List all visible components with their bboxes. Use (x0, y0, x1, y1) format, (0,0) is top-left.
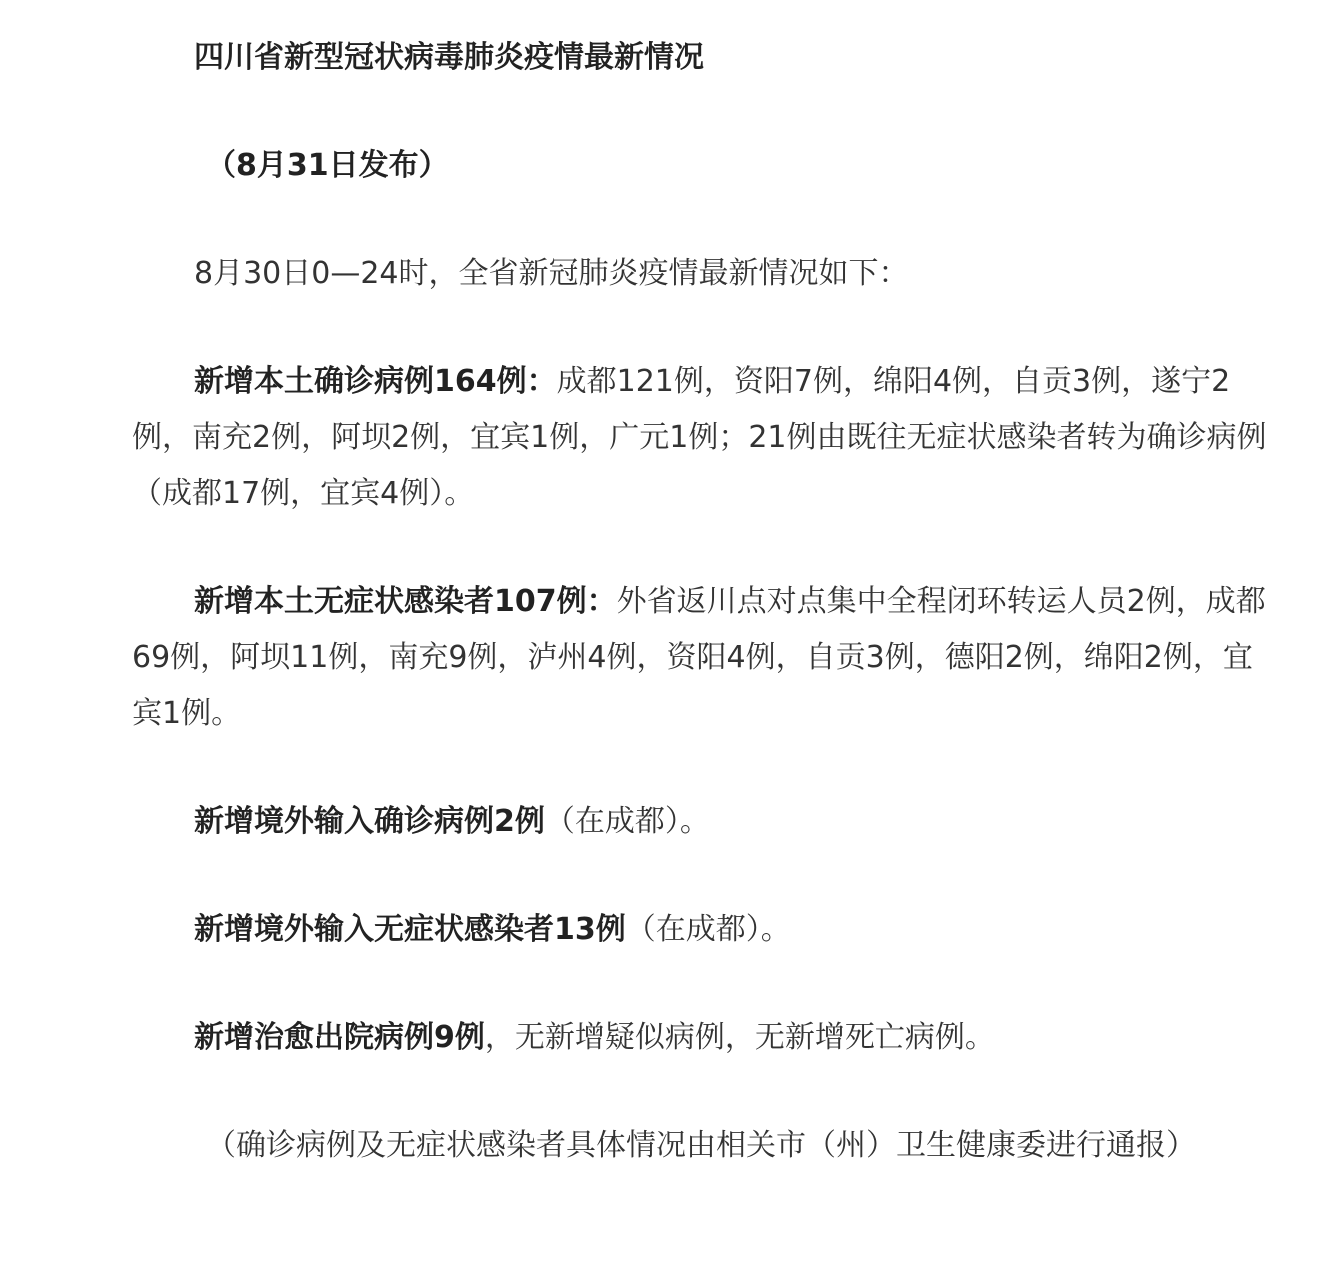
article-body (132, 30, 1272, 1174)
local-confirmed-heading: 新增本土确诊病例164例： (194, 364, 557, 399)
local-asymptomatic-heading: 新增本土无症状感染者107例： (194, 584, 617, 619)
publish-date: （8月31日发布） (206, 148, 449, 183)
recovered-paragraph (132, 1010, 1272, 1066)
local-confirmed-paragraph (132, 354, 1272, 522)
imported-asymptomatic-heading: 新增境外输入无症状感染者13例 (194, 912, 626, 947)
local-asymptomatic-text: 外省返川点对点集中全程闭环转运人员2例，成都69例，阿坝11例，南充9例，泸州4例，资阳4例，自贡3例，德阳2例，绵阳2例，宜宾1例。 (132, 584, 1266, 731)
note-paragraph: （确诊病例及无症状感染者具体情况由相关市（州）卫生健康委进行通报） (206, 1128, 1196, 1163)
imported-confirmed-text: （在成都）。 (544, 804, 710, 839)
local-confirmed-text: 成都121例，资阳7例，绵阳4例，自贡3例，遂宁2例，南充2例，阿坝2例，宜宾1例，广元1例；21例由既往无症状感染者转为确诊病例（成都17例，宜宾4例）。 (132, 364, 1267, 511)
imported-confirmed-heading: 新增境外输入确诊病例2例 (194, 804, 545, 839)
recovered-heading: 新增治愈出院病例9例 (194, 1020, 485, 1055)
imported-confirmed-paragraph (132, 794, 1272, 850)
local-asymptomatic-paragraph (132, 574, 1272, 742)
imported-asymptomatic-paragraph (132, 902, 1272, 958)
imported-asymptomatic-text: （在成都）。 (625, 912, 791, 947)
recovered-text: ，无新增疑似病例，无新增死亡病例。 (484, 1020, 995, 1055)
article-title: 四川省新型冠状病毒肺炎疫情最新情况 (194, 40, 704, 75)
intro-paragraph: 8月30日0—24时，全省新冠肺炎疫情最新情况如下： (194, 256, 909, 291)
